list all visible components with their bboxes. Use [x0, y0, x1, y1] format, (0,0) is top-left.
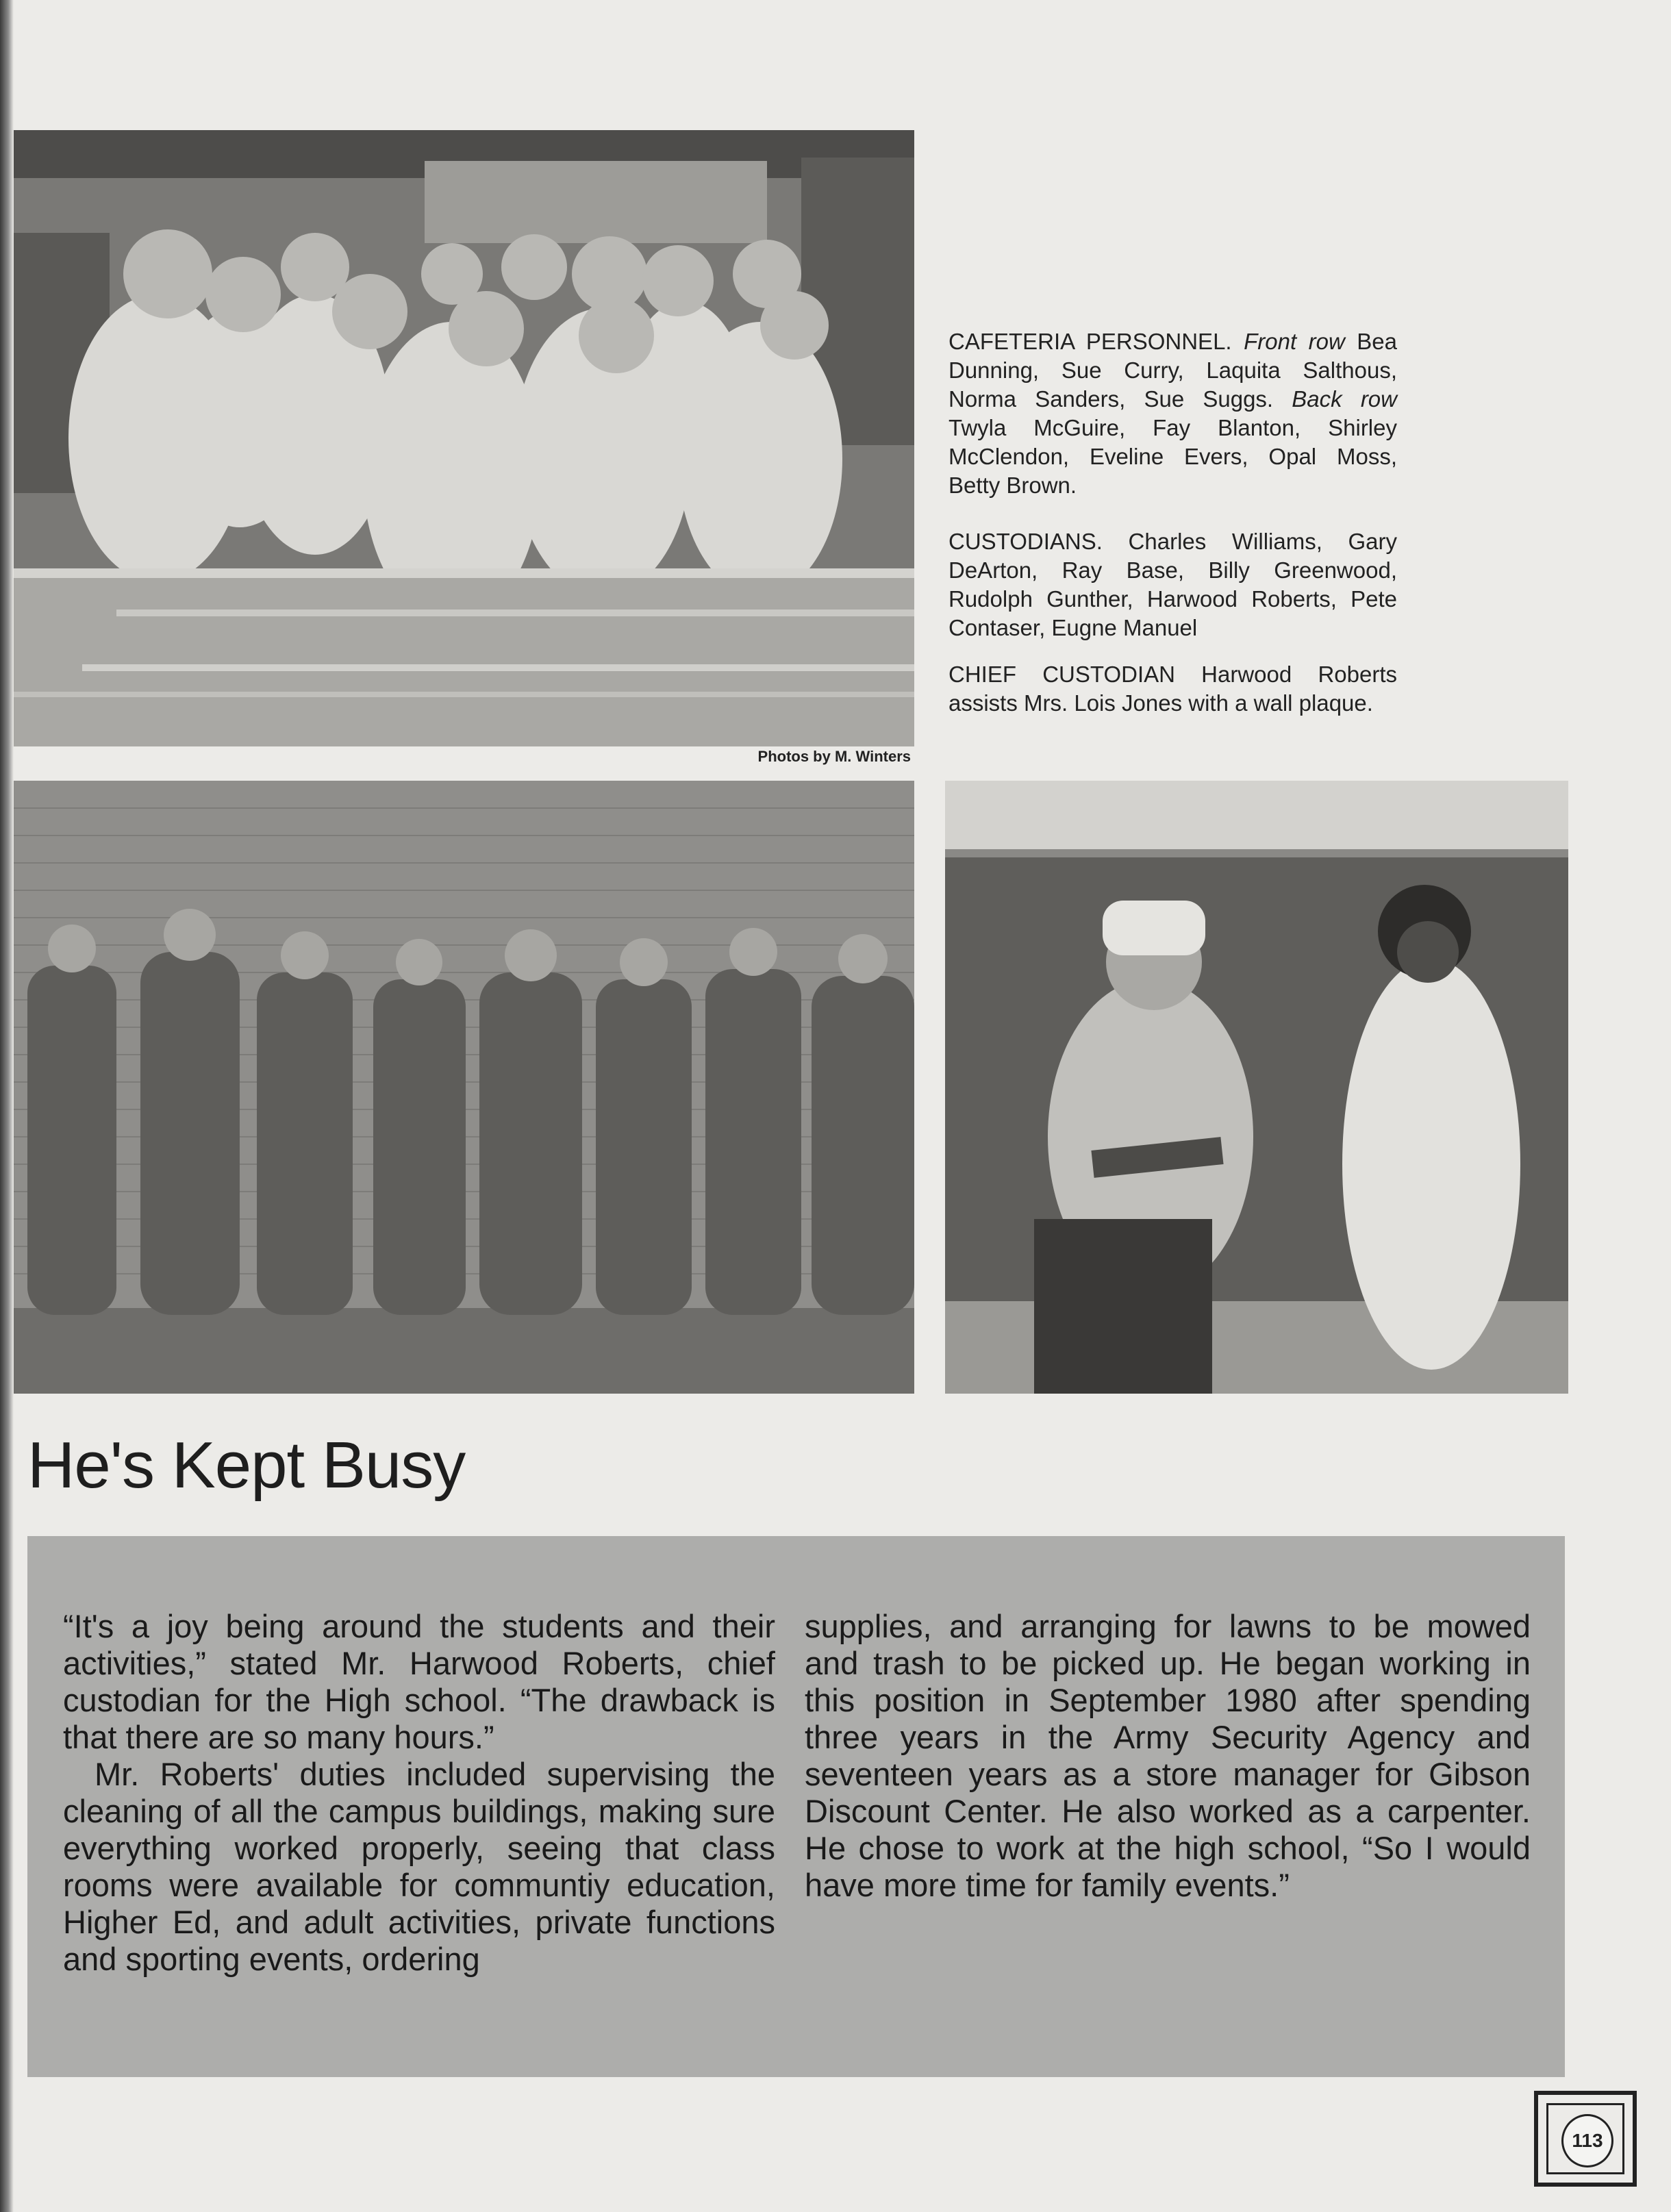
page-number-frame	[1534, 2091, 1637, 2187]
story-column-right	[805, 1608, 1531, 1904]
back-row-label: Back row	[1292, 386, 1397, 412]
front-row-label: Front row	[1244, 329, 1345, 354]
cafeteria-caption-lead: CAFETERIA PERSONNEL.	[948, 329, 1232, 354]
story-paragraph-1: “It's a joy being around the students and their activities,” stated Mr. Harwood Roberts, chief custodian for the High school. “The drawback is that there are so many hours.”	[63, 1608, 775, 1755]
custodians-caption: CUSTODIANS. Charles Williams, Gary DeArton, Ray Base, Billy Greenwood, Rudolph Gunther, Harwood Roberts, Pete Contaser, Eugne Manuel	[948, 529, 1397, 640]
front-row-names: Bea Dunning, Sue Curry, Laquita Salthous, Norma Sanders, Sue Suggs.	[948, 329, 1398, 412]
chief-custodian-photo	[945, 781, 1568, 1394]
story-column-left	[63, 1608, 775, 1978]
page-number: 113	[1561, 2114, 1613, 2167]
chief-custodian-caption: CHIEF CUSTODIAN Harwood Roberts assists Mrs. Lois Jones with a wall plaque.	[948, 662, 1397, 716]
cafeteria-personnel-photo	[14, 130, 914, 746]
binding-edge	[0, 0, 14, 2212]
cafeteria-caption	[948, 327, 1397, 500]
story-headline: He's Kept Busy	[27, 1429, 466, 1502]
photo-credit: Photos by M. Winters	[757, 748, 911, 765]
custodians-photo	[14, 781, 914, 1394]
story-paragraph-2-start: Mr. Roberts' duties included supervising the cleaning of all the campus buildings, making sure everything worked properly, seeing that class rooms were available for communtiy education, Higher Ed, and adult activities, private functions and sporting events, ordering	[63, 1756, 775, 1977]
back-row-names: Twyla McGuire, Fay Blanton, Shirley McClendon, Eveline Evers, Opal Moss, Betty Brown.	[948, 415, 1397, 498]
story-paragraph-2-continued: supplies, and arranging for lawns to be mowed and trash to be picked up. He began working in this position in September 1980 after spending three years in the Army Security Agency and seventeen years as a store manager for Gibson Discount Center. He also worked as a carpenter. He chose to work at the high school, “So I would have more time for family events.”	[805, 1608, 1531, 1903]
